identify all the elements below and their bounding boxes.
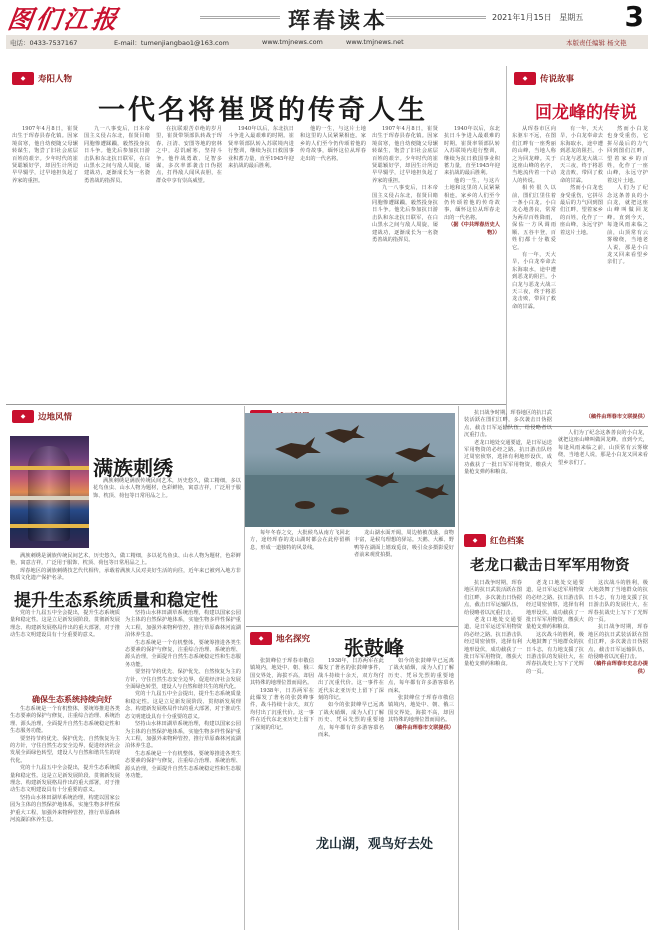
article-title-ecology: 提升生态系统质量和稳定性 [14,591,218,611]
section-divider [6,404,506,405]
laolongkou-column-2 [526,580,584,926]
article-title-laolongkou: 老龙口截击日军军用物资 [470,558,630,574]
paragraph: 在抗联艰苦卓绝的岁月里，崔贤带领部队转战于珲春、汪清、安图等地的密林之中，忍饥耐寒，坚持斗争。他作战勇敢、足智多谋，多次率部袭击日伪据点，打得敌人闻风丧胆，在群众中享有崇高威望。 [156,126,222,184]
paragraph: 这次战斗的胜利，极大地鼓舞了当地群众的抗日斗志，有力地支援了抗日游击队的发展壮大，在珲春抗战史上写下了光辉的一页。 [588,580,648,624]
section-badge-icon: ◆ [12,72,34,85]
column-divider [506,66,507,426]
section-tag-people [12,72,72,88]
paragraph: 老龙口地处交通要道，是日军运送军用物资的必经之路。抗日游击队经过周密侦察，选择有利地形设伏，成功截获了一批日军军用物资，缴获大量枪支弹药和粮食。 [464,617,522,668]
paragraph: 满族刺绣是满族传统民间艺术，历史悠久，做工精细，多以花鸟鱼虫、山水人物为题材，色彩鲜艳，寓意吉祥，广泛用于服饰、枕顶、荷包等日常用品之上。 [93,478,241,499]
section-label: 寿阳人物 [38,74,73,85]
paragraph: 坚持山水林田湖草系统治理，构建以国家公园为主体的自然保护地体系，实施生物多样性保护重大工程，加强外来物种管控，推行草原森林河流湖泊休养生息。 [125,610,241,639]
date-text: 2021年1月15日 [492,13,552,22]
cui-xian-column-6 [372,126,438,348]
paragraph: 这次战斗的胜利，极大地鼓舞了当地群众的抗日斗志，有力地支援了抗日游击队的发展壮大，在珲春抗战史上写下了光辉的一页。 [526,631,584,675]
article-title-zhanggufeng: 张鼓峰 [344,636,404,660]
legend-column-1 [512,126,556,422]
crane-icon [331,508,349,515]
paragraph: 生态系统是一个有机整体，要统筹推进各类生态要素的保护与修复，注重综合治理、系统治理、源头治理，全面提升自然生态系统稳定性和生态服务功能。 [10,706,120,735]
weekday-text: 星期五 [559,13,584,22]
cui-xian-column-4 [228,126,294,348]
costume-trim [10,466,89,470]
masthead [0,0,654,34]
cui-xian-column-7 [444,126,500,362]
page-number: 3 [624,0,644,33]
ecology-column-1b [10,706,120,920]
cui-xian-column-1 [12,126,78,348]
paragraph: 九一八事变后，日本帝国主义侵占东北，崔贤目睹同胞惨遭蹂躏，毅然投身抗日斗争。他先后参加抗日游击队和东北抗日联军，在白山黑水之间与敌人周旋，屡建战功，逐渐成长为一名骁勇善战的指挥员。 [372,185,438,244]
paragraph: 九一八事变后，日本帝国主义侵占东北，崔贤目睹同胞惨遭蹂躏，毅然投身抗日斗争。他先后参加抗日游击队和东北抗日联军，在白山黑水之间与敌人周旋，屡建战功，逐渐成长为一名骁勇善战的指挥员。 [84,126,150,184]
title-decor-right [386,16,486,19]
info-bar [6,35,648,49]
section-badge-icon: ◆ [250,632,272,645]
section-badge-icon: ◆ [514,72,536,85]
column-divider [458,406,459,930]
ecology-column-1a [10,610,120,690]
cui-xian-column-5 [300,126,366,348]
paragraph: 要坚持节约优先、保护优先、自然恢复为主的方针，守住自然生态安全边界，促进经济社会发展全面绿色转型，建设人与自然和谐共生的现代化。 [125,669,241,691]
paragraph: 龙山湖水面开阔，周边植被茂盛，食物丰富，是候鸟理想的驿站。天鹅、大雁、野鸭等在湖面上嬉戏觅食，吸引众多摄影爱好者前来观赏拍摄。 [354,530,454,559]
section-divider [246,626,458,627]
paragraph: 从珲春市区向东驱车不远，在图们江畔有一座秀丽的山峰，当地人称之为回龙峰。关于这座山峰的名字，当地流传着一个动人的传说。 [512,126,556,184]
paragraph: 人们为了纪念这条善良的小白龙，就把这座山峰叫做回龙峰。直到今天，每逢风雨来临之前，山顶常有云雾缭绕，当地老人说，那是小白龙又回来看望乡亲们了。 [607,185,648,266]
paragraph: 抗日战争时期，珲春地区的抗日武装活跃在图们江畔，多次袭击日伪据点，截击日军运输队伍，给侵略者以沉重打击。 [464,580,522,616]
laolongkou-column-1 [464,580,522,926]
paragraph: 生态系统是一个有机整体，要统筹推进各类生态要素的保护与修复，注重综合治理、系统治理、源头治理，全面提升自然生态系统稳定性和生态服务功能。 [125,750,241,779]
crane-icon [325,425,365,443]
crane-icon [275,437,321,459]
section-badge-icon: ◆ [12,410,34,423]
article-title-cui-xian: 一代名将崔贤的传奇人生 [98,95,428,126]
article-title-legend: 回龙峰的传说 [535,103,637,123]
paragraph: 满族刺绣是满族传统民间艺术，历史悠久，做工精细，多以花鸟鱼虫、山水人物为题材，色彩鲜艳，寓意吉祥，广泛用于服饰、枕顶、荷包等日常用品之上。 [10,553,241,567]
editor-credit: 本版责任编辑 杨文艳 [566,39,627,47]
section-label: 红色档案 [490,536,525,547]
ecology-column-2 [125,610,241,920]
embroidery-costume-photo [10,436,89,548]
lake-column-1 [250,530,350,622]
paragraph: 相传很久以前，图们江里住着一条小白龙。小白龙心地善良，常常为两岸百姓降雨，保佑一方风调雨顺、五谷丰登，百姓们都十分敬爱它。 [512,185,556,251]
crane-icon [295,501,315,509]
legend-column-3 [607,126,648,422]
paragraph: 如今的张鼓峰早已远离了战火硝烟，成为人们了解历史、凭吊先烈的重要地点，每年都有许多游客慕名而来。 [388,658,454,694]
costume-trim [10,524,89,528]
paragraph: 1940年以后，东北抗日斗争进入最艰难的时期。崔贤率领部队转入苏联境内进行整训，继续为抗日救国事业积蓄力量，直至1945年迎来抗战的最后胜利。 [228,126,294,170]
cui-xian-column-2 [84,126,150,348]
section-badge-icon: ◆ [464,534,486,547]
paragraph: 有一年，天大旱，小白龙奉命去东海取水，途中遭到恶龙的阻拦。小白龙与恶龙大战三天三夜，终于将恶龙击败，带回了救命的甘霖。 [512,251,556,310]
paragraph: 每年冬春之交，大批候鸟从南方飞回北方，途经珲春的龙山湖时都会在此停留栖息，形成一道独特的风景线。 [250,530,350,551]
right-column-upper-2 [558,430,648,528]
paragraph: 坚持山水林田湖草系统治理，构建以国家公园为主体的自然保护地体系，实施生物多样性保护重大工程，加强外来物种管控，推行草原森林河流湖泊休养生息。 [10,794,120,824]
section-label: 地名探究 [276,634,311,645]
paragraph: 他的一生，与这片土地和这里的人民紧紧相连。家乡的人们至今仍传颂着他的传奇故事，缅怀这位从珲春走出的一代名将。 [300,126,366,162]
photo-caption: 龙山湖，观鸟好去处 [316,837,434,852]
title-decor-left [200,16,280,19]
paragraph: 抗日战争时期，珲春地区的抗日武装活跃在图们江畔，多次袭击日伪据点，截击日军运输队伍，给侵略者以沉重打击。 [588,624,648,661]
crane-icon [395,443,436,462]
zhanggufeng-column-2 [318,658,384,928]
lake-column-2 [354,530,454,622]
right-column-upper [464,410,552,528]
cui-xian-column-3 [156,126,222,348]
paragraph: 老龙口地处交通要道，是日军运送军用物资的必经之路。抗日游击队经过周密侦察，选择有利地形设伏，成功截获了一批日军军用物资，缴获大量枪支弹药和粮食。 [526,580,584,631]
section-tag-placenames [250,632,310,648]
legend-column-2 [560,126,603,422]
paragraph: 1938年，日苏两军在此爆发了著名的张鼓峰事件，战斗持续十余天，双方均付出了沉重代价。这一事件在近代东北亚历史上留下了深刻的印记。 [318,658,384,702]
paragraph: 党的十九届五中全会提出，提升生态系统质量和稳定性。这是立足新发展阶段、贯彻新发展理念、构建新发展格局作出的重大部署，对于推动生态文明建设具有十分重要的意义。 [10,765,120,794]
paragraph: 人们为了纪念这条善良的小白龙，就把这座山峰叫做回龙峰。直到今天，每逢风雨来临之前，山顶常有云雾缭绕，当地老人说，那是小白龙又回来看望乡亲们了。 [558,430,648,466]
laolongkou-column-3 [588,580,648,926]
article-source: （稿件由珲春市文联提供） [585,414,648,420]
paragraph: 然而小白龙也身受重伤，它拼尽最后的力气回到图们江畔，望着家乡的百姓，化作了一座山峰，永远守护着这片土地。 [560,185,603,236]
zhanggufeng-column-3 [388,658,454,928]
costume-trim [10,496,89,500]
paragraph: 1907年4月8日，崔贤出生于珲春县春化镇。因家境贫寒，他自幼便随父母辗转谋生，饱尝了旧社会底层百姓的艰辛。少年时代的崔贤聪颖好学，却因生计所迫早早辍学，过早地担负起了养家的重担。 [372,126,438,184]
article-title-manchu: 满族刺绣 [93,456,173,480]
paragraph: 抗日战争时期，珲春地区的抗日武装活跃在图们江畔，多次袭击日伪据点，截击日军运输队伍，给侵略者以沉重打击。 [464,410,552,439]
section-tag-red-archive [464,534,524,550]
legend-sign [560,414,648,424]
ecology-subhead: 确保生态系统持续向好 [32,695,112,704]
article-source: （稿件由珲春市史志办提供） [590,661,648,675]
lake-water [245,475,455,527]
section-tag-customs [12,410,72,426]
paragraph: 老龙口地处交通要道，是日军运送军用物资的必经之路。抗日游击队经过周密侦察，选择有利地形设伏，成功截获了一批日军军用物资，缴获大量枪支弹药和粮食。 [464,439,552,476]
article-source: （稿件由珲春市文联提供） [391,724,454,731]
section-label: 边地风情 [38,412,73,423]
zhanggufeng-column-1 [250,658,314,928]
issue-date [492,12,583,23]
section-tag-legend [514,72,574,88]
section-label: 传说故事 [540,74,575,85]
website2-link[interactable]: www.tmjnews.net [346,38,404,46]
paragraph: 1940年以后，东北抗日斗争进入最艰难的时期。崔贤率领部队转入苏联境内进行整训，继续为抗日救国事业积蓄力量，直至1945年迎来抗战的最后胜利。 [444,126,500,177]
manchu-intro [93,478,241,552]
paragraph: 1907年4月8日，崔贤出生于珲春县春化镇。因家境贫寒，他自幼便随父母辗转谋生，饱尝了旧社会底层百姓的艰辛。少年时代的崔贤聪颖好学，却因生计所迫早早辍学，过早地担负起了养家的重担。 [12,126,78,184]
paragraph: 珲春地区的满族刺绣技艺代代相传，承载着满族人民对美好生活的向往，近年来已被列入地方非物质文化遗产保护名录。 [10,567,241,582]
paragraph: 然而小白龙也身受重伤，它拼尽最后的力气回到图们江畔，望着家乡的百姓，化作了一座山峰，永远守护着这片土地。 [607,126,648,184]
article-source: （据《中共珲春历史人物》） [448,222,500,236]
paragraph: 生态系统是一个有机整体，要统筹推进各类生态要素的保护与修复，注重综合治理、系统治理、源头治理，全面提升自然生态系统稳定性和生态服务功能。 [125,639,241,668]
paragraph: 张鼓峰位于珲春市敬信镇境内，地处中、朝、俄三国交界处，海拔不高，却因其特殊的地理位置而闻名。 [250,658,314,687]
paragraph: 有一年，天大旱，小白龙奉命去东海取水，途中遭到恶龙的阻拦。小白龙与恶龙大战三天三夜，终于将恶龙击败，带回了救命的甘霖。 [560,126,603,184]
paragraph: 1938年，日苏两军在此爆发了著名的张鼓峰事件，战斗持续十余天，双方均付出了沉重代价。这一事件在近代东北亚历史上留下了深刻的印记。 [250,687,314,731]
email-link[interactable]: E-mail：tumenjiangbao1@163.com [114,39,229,47]
paragraph: 如今的张鼓峰早已远离了战火硝烟，成为人们了解历史、凭吊先烈的重要地点，每年都有许多游客慕名而来。 [318,702,384,739]
paragraph: 要坚持节约优先、保护优先、自然恢复为主的方针，守住自然生态安全边界，促进经济社会发展全面绿色转型，建设人与自然和谐共生的现代化。 [10,735,120,764]
manchu-body [10,553,241,583]
paragraph: 他的一生，与这片土地和这里的人民紧紧相连。家乡的人们至今仍传颂着他的传奇故事，缅怀这位从珲春走出的一代名将。 [444,177,500,221]
paragraph: 党的十九届五中全会提出，提升生态系统质量和稳定性。这是立足新发展阶段、贯彻新发展理念、构建新发展格局作出的重大部署，对于推动生态文明建设具有十分重要的意义。 [10,610,120,639]
cranes-illustration [245,413,455,527]
supplement-title: 珲春读本 [288,9,389,34]
website-link[interactable]: www.tmjnews.com [262,38,323,46]
paragraph: 坚持山水林田湖草系统治理，构建以国家公园为主体的自然保护地体系，实施生物多样性保护重大工程，加强外来物种管控，推行草原森林河流湖泊休养生息。 [125,721,241,750]
paragraph: 张鼓峰位于珲春市敬信镇境内，地处中、朝、俄三国交界处，海拔不高，却因其特殊的地理位置而闻名。 [388,695,454,724]
phone-text: 电话：0433-7537167 [10,39,78,47]
newspaper-logo: 图们江报 [5,5,122,34]
paragraph: 党的十九届五中全会提出，提升生态系统质量和稳定性。这是立足新发展阶段、贯彻新发展理念、构建新发展格局作出的重大部署，对于推动生态文明建设具有十分重要的意义。 [125,691,241,720]
